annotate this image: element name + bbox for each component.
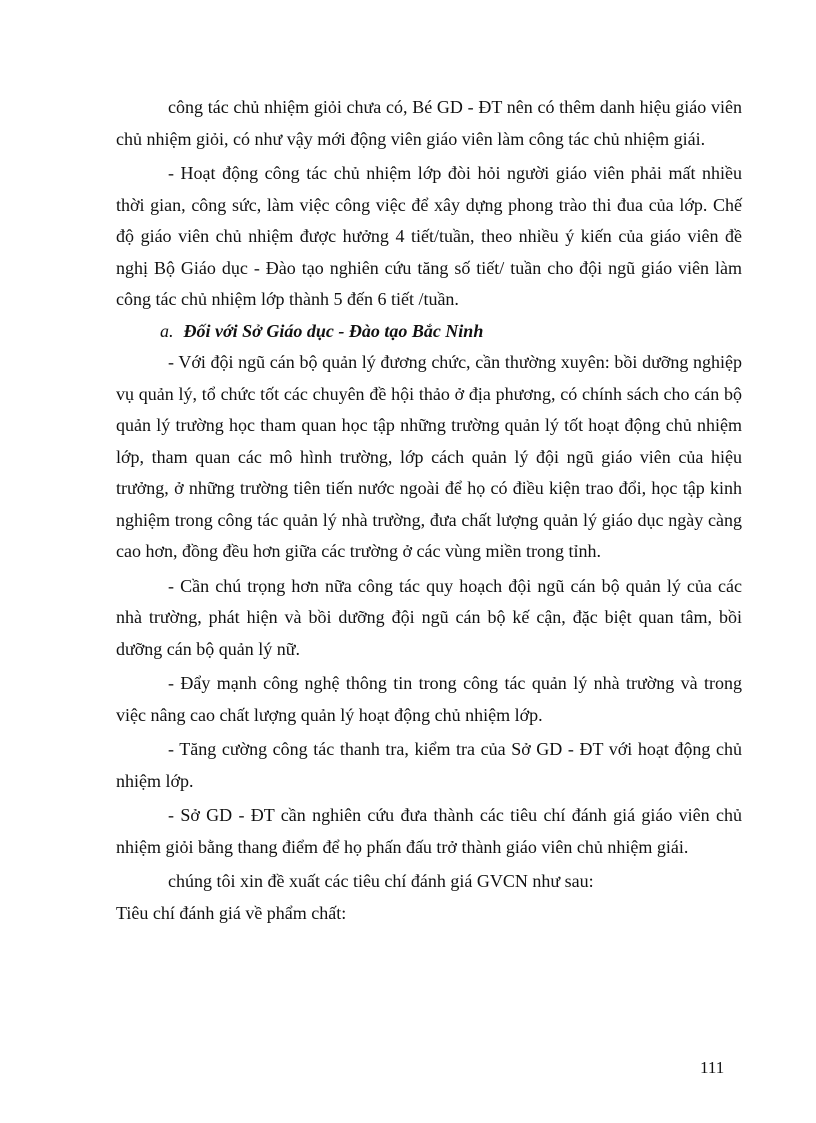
page-number: 111 [700, 1058, 725, 1077]
document-page [116, 92, 742, 929]
paragraph-4: - Cần chú trọng hơn nữa công tác quy hoạch đội ngũ cán bộ quản lý của các nhà trường, phát hiện và bồi dưỡng đội ngũ cán bộ kế cận, đặc biệt quan tâm, bồi dưỡng cán bộ quản lý nữ. [116, 575, 742, 659]
paragraph-1: công tác chủ nhiệm giỏi chưa có, Bé GD - ĐT nên có thêm danh hiệu giáo viên chủ nhiệm giỏi, có như vậy mới động viên giáo viên làm công tác chủ nhiệm giái. [116, 97, 742, 149]
paragraph-5: - Đẩy mạnh công nghệ thông tin trong công tác quản lý nhà trường và trong việc nâng cao chất lượng quản lý hoạt động chủ nhiệm lớp. [116, 673, 742, 725]
paragraph-7: - Sở GD - ĐT cần nghiên cứu đưa thành các tiêu chí đánh giá giáo viên chủ nhiệm giỏi bằng thang điểm để họ phấn đấu trở thành giáo viên chủ nhiệm giái. [116, 805, 742, 857]
paragraph-2: - Hoạt động công tác chủ nhiệm lớp đòi hỏi người giáo viên phải mất nhiều thời gian, công sức, làm việc công việc để xây dựng phong trào thi đua của lớp. Chế độ giáo viên chủ nhiệm được hưởng 4 tiết/tuần, theo nhiều ý kiến của giáo viên đề nghị Bộ Giáo dục - Đào tạo nghiên cứu tăng số tiết/ tuần cho đội ngũ giáo viên làm công tác chủ nhiệm lớp thành 5 đến 6 tiết /tuần. [116, 163, 742, 309]
paragraph-8: chúng tôi xin đề xuất các tiêu chí đánh giá GVCN như sau: [168, 871, 594, 891]
heading-text: Đối với Sở Giáo dục - Đào tạo Bắc Ninh [183, 320, 484, 341]
paragraph-6: - Tăng cường công tác thanh tra, kiểm tra của Sở GD - ĐT với hoạt động chủ nhiệm lớp. [116, 739, 742, 791]
section-heading [116, 316, 742, 348]
paragraph-3: - Với đội ngũ cán bộ quản lý đương chức, cần thường xuyên: bồi dưỡng nghiệp vụ quản lý, tổ chức tốt các chuyên đề hội thảo ở địa phương, có chính sách cho cán bộ quản lý trường học tham quan học tập những trường quản lý tốt hoạt động chủ nhiệm lớp, tham quan các mô hình trường, lớp cách quản lý đội ngũ giáo viên của hiệu trưởng, ở những trường tiên tiến nước ngoài để họ có điều kiện trao đổi, học tập kinh nghiệm trong công tác quản lý nhà trường, đưa chất lượng quản lý giáo dục ngày càng cao hơn, đồng đều hơn giữa các trường ở các vùng miền trong tỉnh. [116, 352, 742, 561]
heading-marker: a. [160, 320, 174, 341]
paragraph-9: Tiêu chí đánh giá về phẩm chất: [116, 902, 347, 923]
